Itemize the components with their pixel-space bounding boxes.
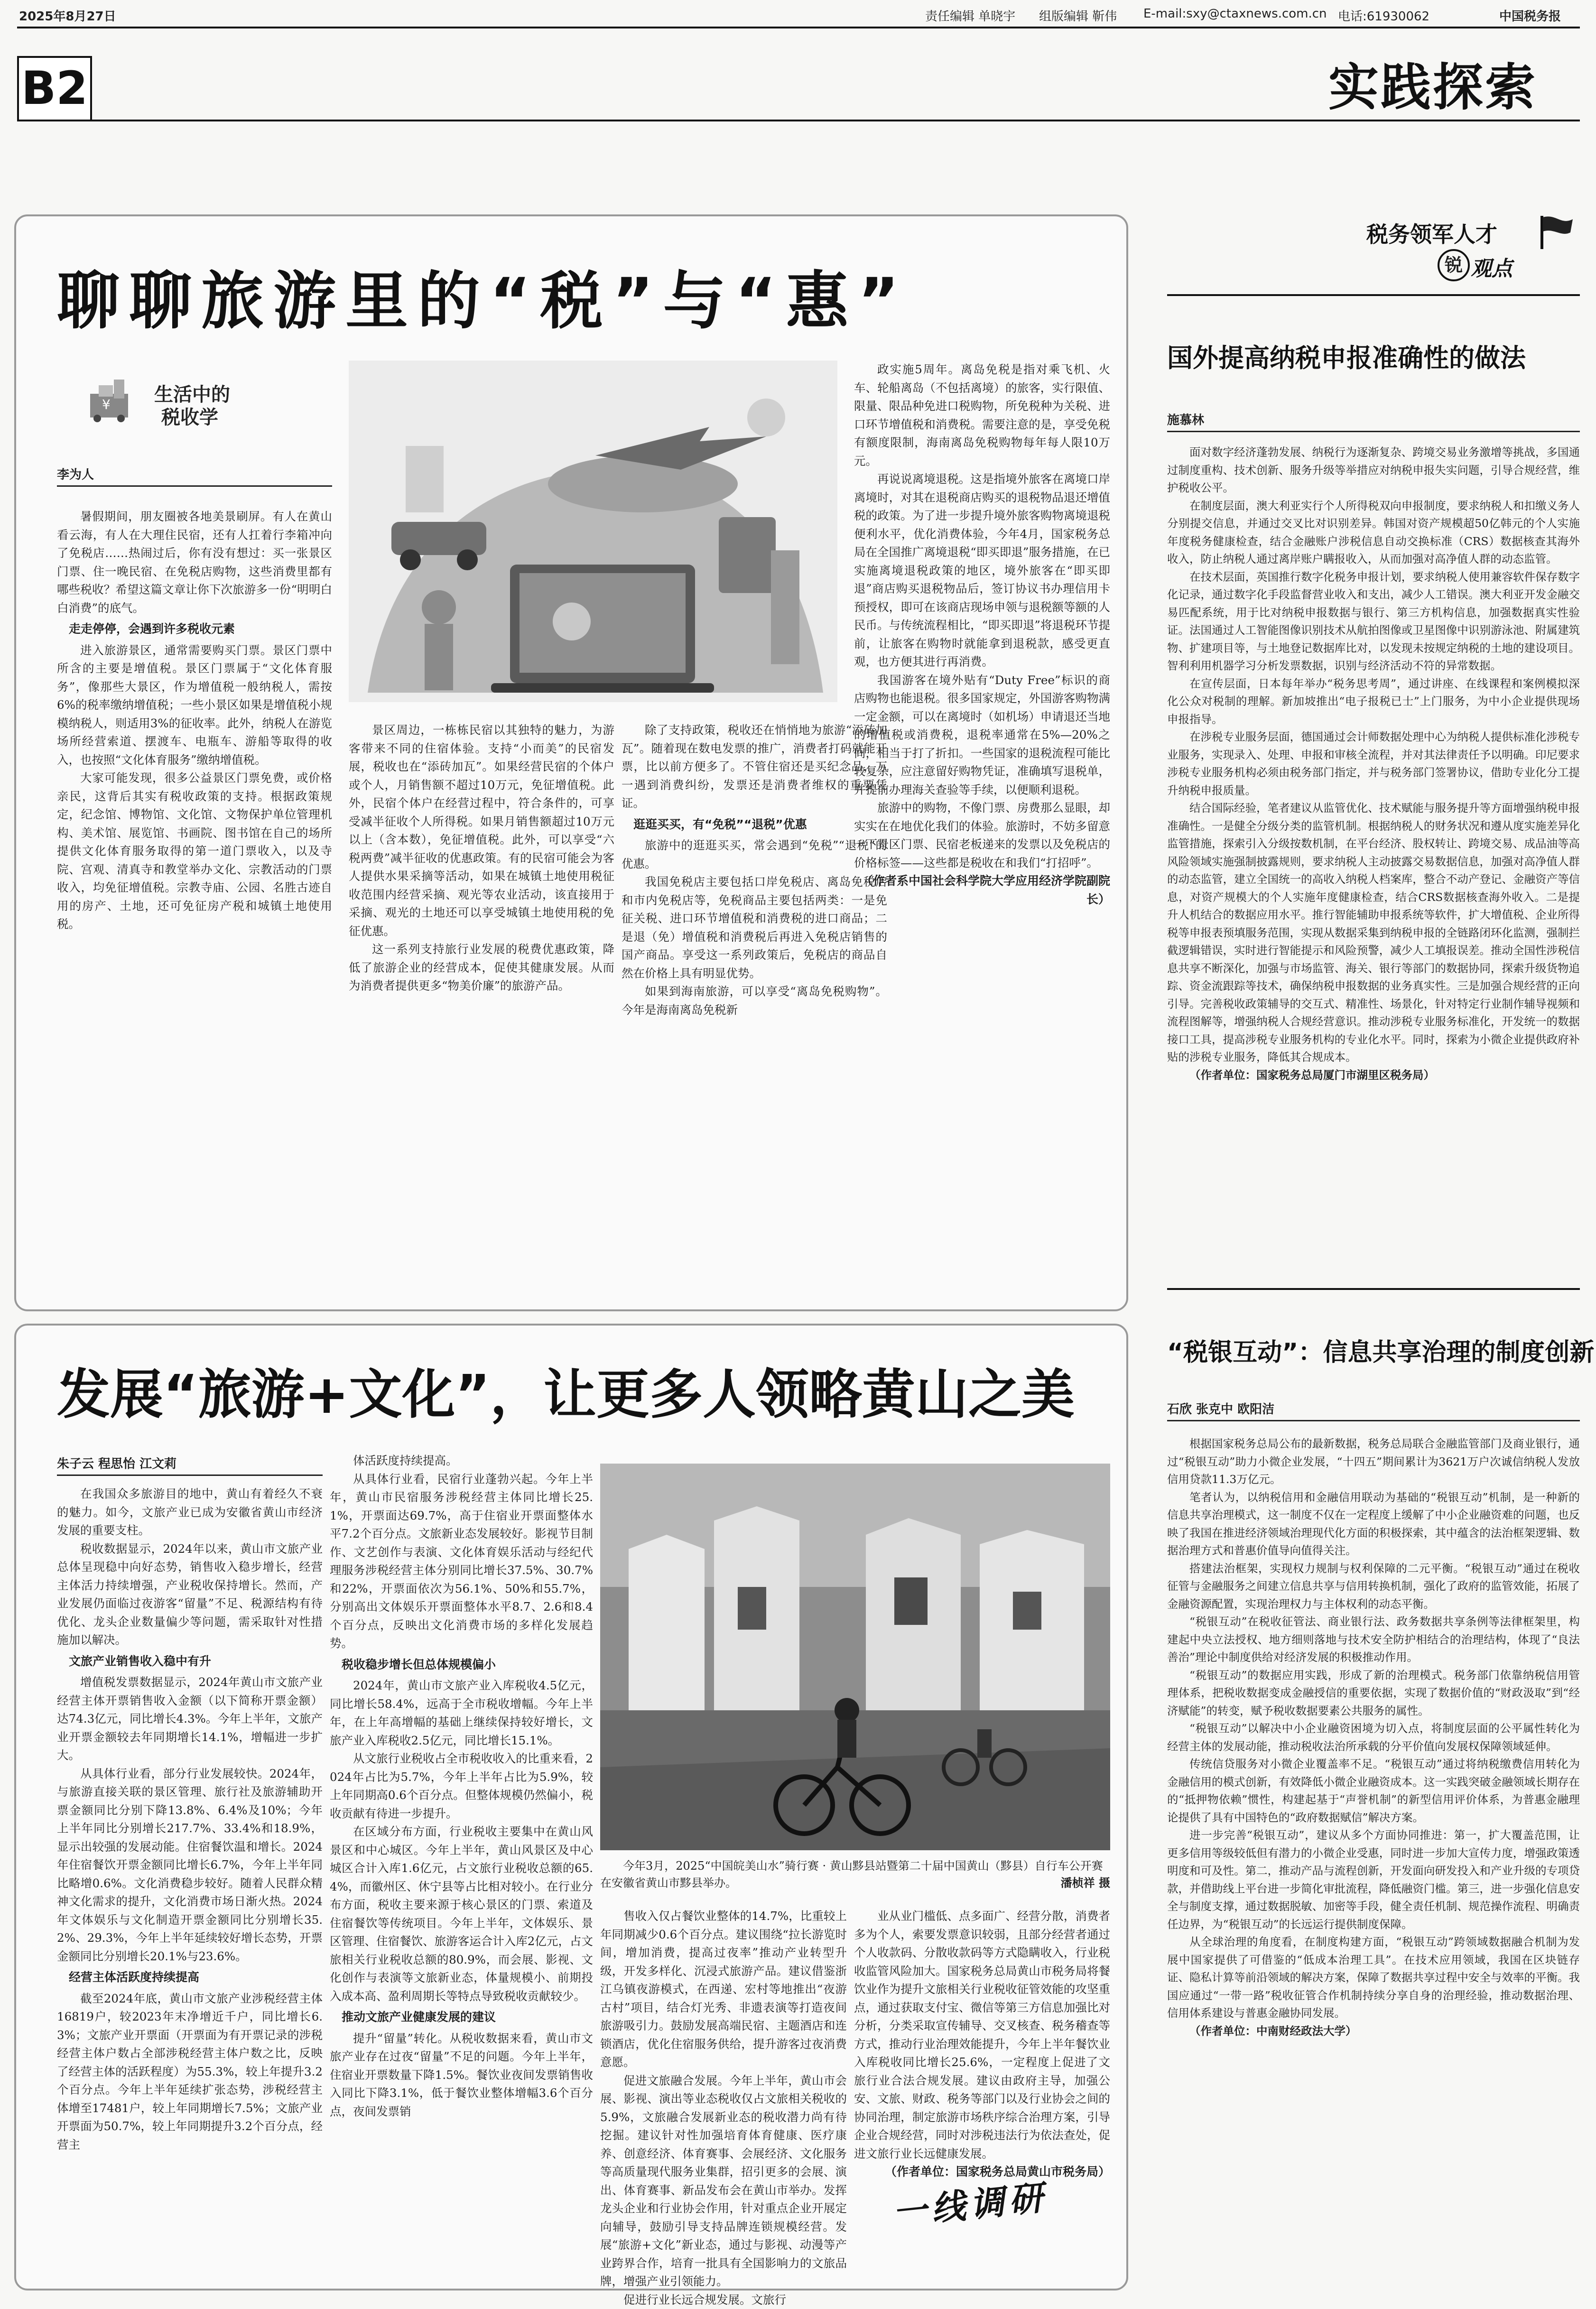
sidebar-brand-line2: 观点	[1471, 251, 1512, 282]
article2-para: 截至2024年底，黄山市文旅产业涉税经营主体16819户，较2023年末净增近千户，同比增长6.3%；文旅产业开票面（开票面为有开票记录的涉税经营主体户数占全部涉税经营主体户数之比，反映了经营主体的活跃程度）为55.3%，较上年提升3.2个百分点。今年上半年延续扩张态势，涉税经营主体增至17481户，较上年同期增长7.5%；文旅产业开票面为50.7%，较上年同期提升3.2个百分点，经营主	[57, 1990, 323, 2154]
photo-caption-text: 今年3月，2025“中国皖美山水”骑行赛 · 黄山黟县站暨第二十届中国黄山（黟县）自行车公开赛在安徽省黄山市黟县举办。	[600, 1859, 1103, 1890]
article2-para: 提升“留量”转化。从税收数据来看，黄山市文旅产业存在过夜“留量”不足的问题。今年上半年，住宿业开票数量下降1.5%。餐饮业夜间发票销售收入同比下降3.1%，低于餐饮业整体增幅3.6个百分点，夜间发票销	[330, 2030, 593, 2121]
sidebar-para: 在制度层面，澳大利亚实行个人所得税双向申报制度，要求纳税人和扣缴义务人分别提交信息，并通过交叉比对识别差异。韩国对资产规模超50亿韩元的个人实施年度税务健康检查，结合金融账户涉税信息自动交换标准（CRS）数据核查其海外收入，防止纳税人通过离岸账户瞒报收入，从而加强对高净值人群的动态监管。	[1167, 497, 1580, 568]
column-label-icon	[85, 375, 147, 422]
sidebar-para: “税银互动”的数据应用实践，形成了新的治理模式。税务部门依靠纳税信用管理体系，把税收数据变成金融授信的重要依据，实现了数据价值的“财政汲取”到“经济赋能”的转变，赋予税收数据要素公共服务的属性。	[1167, 1667, 1580, 1720]
article2-column-3	[600, 1907, 847, 2277]
sidebar-para: “税银互动”以解决中小企业融资困境为切入点，将制度层面的公平属性转化为经营主体的发展动能，推动税收法治所承载的分平价值向发展权保障领域延伸。	[1167, 1720, 1580, 1755]
article1-subheading-2: 逛逛买买，有“免税”“退税”优惠	[622, 816, 887, 834]
sidebar-para: 结合国际经验，笔者建议从监管优化、技术赋能与服务提升等方面增强纳税申报准确性。一是健全分级分类的监管机制。根据纳税人的财务状况和遵从度实施差异化监管措施，探索引入分级按数机制，在平台经济、股权转让、跨境交易、成品油等高风险领域实施强制披露规则，要求纳税人主动披露交易数据信息，加强对高净值人群的动态监管，建立全国统一的高收入纳税人档案库，整合不动产登记、金融资产等信息，对资产规模大的个人实施年度健康检查，结合CRS数据核查海外收入。二是提升人机结合的数据应用水平。推行智能辅助申报系统等软件，扩大增值税、企业所得税等申报表预填服务范围，实现从数据采集到纳税申报的全链路闭环化监测，强制拦截逻辑错误，实时进行智能提示和风险预警，减少人工填报误差。推动全国性涉税信息共享不断深化，加强与市场监管、海关、银行等部门的数据协同，探索升级货物追踪、资金流跟踪等技术，确保纳税申报数据的业务真实性。三是加强合规经营的正向引导。完善税收政策辅导的交互式、精准性、场景化，针对特定行业制作辅导视频和流程图解等，增强纳税人合规经营意识。推动涉税专业服务标准化，开发统一的数据接口工具，提高涉税专业服务机构的专业化水平。同时，探索为小微企业提供政府补贴的涉税专业服务，降低其合规成本。	[1167, 799, 1580, 1066]
article2-subheading-4: 推动文旅产业健康发展的建议	[330, 2008, 593, 2027]
sidebar-para: 进一步完善“税银互动”，建议从多个方面协同推进：第一，扩大覆盖范围，让更多信用等级较低但有潜力的小微企业受惠，同时进一步加大宣传力度，增强政策透明度和可及性。第二，推动产品与流程创新，开发面向研发投入和产业升级的专项贷款，并借助线上平台进一步简化审批流程，降低融资门槛。第三，进一步强化信息安全与制度支撑，通过数据脱敏、加密等手段，健全责任机制、规范操作流程、明确责任边界，为“税银互动”的长远运行提供制度保障。	[1167, 1827, 1580, 1933]
sidebar-brand-circle: 锐	[1438, 249, 1470, 281]
header-rule	[17, 27, 1580, 28]
article2-subheading-3: 税收稳步增长但总体规模偏小	[330, 1656, 593, 1674]
flag-icon	[1537, 213, 1575, 253]
article2-para: 从具体行业看，民宿行业蓬勃兴起。今年上半年，黄山市民宿服务涉税经营主体同比增长25.1%，开票面达69.7%，高于住宿业开票面整体水平7.2个百分点。文旅新业态发展较好。影视节目制作、文艺创作与表演、文化体育娱乐活动与经纪代理服务涉税经营主体分别同比增长37.5%、30.7%和22%，开票面依次为56.1%、50%和55.7%，分别高出文体娱乐开票面整体水平8.7、2.6和8.4个百分点，反映出文化消费市场的多样化发展趋势。	[330, 1470, 593, 1653]
article1-para: 景区周边，一栋栋民宿以其独特的魅力，为游客带来不同的住宿体验。支持“小而美”的民宿发展，税收也在“添砖加瓦”。如果经营民宿的个体户或个人，月销售额不超过10万元，免征增值税。此外，民宿个体户在经营过程中，符合条件的，可享受减半征收个人所得税。如果月销售额超过10万元以上（含本数），免征增值税。此外，可以享受“六税两费”减半征收的优惠政策。有的民宿可能会为客人提供水果采摘等活动，如果在城镇土地使用税征收范围内经营采摘、观光等农业活动，该直接用于采摘、观光的土地还可以享受城镇土地使用税的免征优惠。	[349, 721, 614, 940]
sidebar-para: 从全球治理的角度看，在制度构建方面，“税银互动”跨领域数据融合机制为发展中国家提供了可借鉴的“低成本治理工具”。在技术应用领域，我国在区块链存证、隐私计算等前沿领域的解决方案，保障了数据共享过程中安全与效率的平衡。我国应通过“一带一路”税收征管合作机制持续分享自身的治理经验，推动数据治理、信用体系建设与普惠金融协同发展。	[1167, 1933, 1580, 2022]
article2-para: 从具体行业看，部分行业发展较快。2024年，与旅游直接关联的景区管理、旅行社及旅游辅助开票金额同比分别下降13.8%、6.4%及10%；今年上半年同比分别增长217.7%、33.4%和18.9%，显示出较强的发展动能。住宿餐饮温和增长。2024年住宿餐饮开票金额同比增长6.7%，今年上半年同比略增0.6%。文化消费稳步较好。随着人民群众精神文化需求的提升，文化消费市场日渐火热。2024年文体娱乐与文化制造开票金额同比分别增长35.2%、29.3%，今年上半年延续较好增长态势，开票金额同比分别增长20.1%与23.6%。	[57, 1765, 323, 1966]
sidebar-mid-rule	[1167, 1288, 1580, 1290]
article2-para: 业从业门槛低、点多面广、经营分散，消费者多为个人，索要发票意识较弱，且部分经营者通过个人收款码、分散收款码等方式隐瞒收入，行业税收监管风险加大。国家税务总局黄山市税务局将餐饮业作为提升文旅相关行业税收征管效能的攻坚重点，通过获取支付宝、微信等第三方信息加强比对分析，分类采取宣传辅导、交叉核查、税务稽查等方式，推动行业治理效能提升，今年上半年餐饮业入库税收同比增长25.6%，一定程度上促进了文旅行业合法合规发展。建议由政府主导，加强公安、文旅、财政、税务等部门以及行业协会之间的协同治理，制定旅游市场秩序综合治理方案，引导企业合规经营，同时对涉税违法行为依法查处，促进文旅行业长远健康发展。	[854, 1907, 1110, 2163]
article2-para: 增值税发票数据显示，2024年黄山市文旅产业经营主体开票销售收入金额（以下简称开票金额）达74.3亿元，同比增长4.3%。今年上半年，文旅产业开票金额较去年同期增长14.1%，增幅进一步扩大。	[57, 1673, 323, 1765]
sidebar-para: 面对数字经济蓬勃发展、纳税行为逐渐复杂、跨境交易业务激增等挑战，多国通过制度重构、技术创新、服务升级等举措应对纳税申报失实问题，引导合规经营，维护税收公平。	[1167, 444, 1580, 497]
sidebar-brand-line1: 税务领军人才	[1366, 217, 1497, 249]
sidebar-para: 搭建法治框架，实现权力规制与权利保障的二元平衡。“税银互动”通过在税收征管与金融服务之间建立信息共享与信用转换机制，强化了政府的监管效能，拓展了金融资源配置，实现治理权力与主体权利的动态平衡。	[1167, 1560, 1580, 1614]
article1-column-1	[57, 508, 332, 1134]
sidebar-para: 传统信贷服务对小微企业覆盖率不足。“税银互动”通过将纳税缴费信用转化为金融信用的模式创新，有效降低小微企业融资成本。这一实践突破金融领域长期存在的“抵押物依赖”惯性，构建起基于“声誉机制”的新型信用评价体系，为普惠金融理论提供了具有中国特色的“政府数据赋信”解决方案。	[1167, 1755, 1580, 1827]
header-layout-editor: 组版编辑 靳伟	[1039, 7, 1117, 24]
section-rule	[17, 120, 1580, 121]
article1-para: 除了支持政策，税收还在悄悄地为旅游“添砖加瓦”。随着现在数电发票的推广，消费者打码就能开票，比以前方便多了。不管住宿还是买纪念品，万一遇到消费纠纷，发票还是消费者维权的重要凭证。	[622, 721, 887, 813]
article2-para: 在我国众多旅游目的地中，黄山有着经久不衰的魅力。如今，文旅产业已成为安徽省黄山市经济发展的重要支柱。	[57, 1485, 323, 1540]
article2-column-1	[57, 1485, 323, 2277]
article2-title: 发展“旅游+文化”，让更多人领略黄山之美	[57, 1352, 1075, 1428]
article2-photo	[600, 1464, 1110, 1850]
article1-subheading-1: 走走停停，会遇到许多税收元素	[57, 620, 332, 639]
article1-column-2	[349, 721, 614, 1243]
header-email: E-mail:sxy@ctaxnews.com.cn	[1143, 7, 1327, 21]
sidebar-article1-author: 施慕林	[1167, 410, 1580, 432]
article1-column-3	[622, 721, 887, 1243]
sidebar-para: 在技术层面，英国推行数字化税务申报计划，要求纳税人使用兼容软件保存数字化记录，通过数字化手段监督营业收入和支出，减少人工错误。澳大利亚开发金融交易匹配系统，用于比对纳税申报数据与银行、第三方机构信息，加强数据真实性验证。法国通过人工智能图像识别技术从航拍图像或卫星图像中识别游泳池、附属建筑物、扩建项目等，与土地登记数据库比对，以发现未按规定纳税的土地的建设项目。智利利用机器学习分析发票数据，识别与经济活动不符的异常数据。	[1167, 568, 1580, 675]
article1-para: 这一系列支持旅行业发展的税费优惠政策，降低了旅游企业的经营成本，促使其健康发展。从而为消费者提供更多“物美价廉”的旅游产品。	[349, 940, 614, 995]
article1-author-unit: （作者系中国社会科学院大学应用经济学院副院长）	[854, 872, 1110, 909]
article1-para: 暑假期间，朋友圈被各地美景刷屏。有人在黄山看云海，有人在大理住民宿，还有人扛着行李箱冲向了免税店……热闹过后，你有没有想过：买一张景区门票、住一晚民宿、在免税店购物，这些消费里都有哪些税收？希望这篇文章让你下次旅游多一份“明明白白消费”的底气。	[57, 508, 332, 617]
article2-para: 在区域分布方面，行业税收主要集中在黄山风景区和中心城区。今年上半年，黄山风景区及中心城区合计入库1.6亿元，占文旅行业税收总额的65.4%，而徽州区、休宁县等占比相对较小。在行业分布方面，税收主要来源于核心景区的门票、索道及住宿餐饮等传统项目。今年上半年，文体娱乐、景区管理、住宿餐饮、旅游客运合计入库2亿元，占文旅相关行业税收总额的80.9%，而会展、影视、文化创作与表演等文旅新业态，体量规模小、前期投入成本高、盈利周期长等特点导致税收贡献较少。	[330, 1823, 593, 2005]
section-name: 实践探索	[1328, 47, 1537, 120]
article2-subheading-2: 经营主体活跃度持续提高	[57, 1968, 323, 1987]
article2-para: 促进文旅融合发展。今年上半年，黄山市会展、影视、演出等业态税收仅占文旅相关税收的5.9%，文旅融合发展新业态的税收潜力尚有待挖掘。建议针对性加强培育体育健康、医疗康养、创意经济、体育赛事、会展经济、文化服务等高质量现代服务业集群，招引更多的会展、演出、体育赛事、新品发布会在黄山市举办。发挥龙头企业和行业协会作用，针对重点企业开展定向辅导，鼓励引导支持品牌连锁规模经营。发展“旅游+文化”新业态，通过与影视、动漫等产业跨界合作，培育一批具有全国影响力的文旅品牌，增强产业引领能力。	[600, 2072, 847, 2291]
article2-subheading-1: 文旅产业销售收入稳中有升	[57, 1652, 323, 1671]
article2-column-2	[330, 1452, 593, 2277]
article2-para: 税收数据显示，2024年以来，黄山市文旅产业总体呈现稳中向好态势，销售收入稳步增长，经营主体活力持续增强，产业税收保持增长。然而，产业发展仍面临过夜游客“留量”不足、税源结构有待优化、龙头企业数量偏少等问题，需采取针对性措施加以解决。	[57, 1540, 323, 1650]
header-phone: 电话:61930062	[1338, 7, 1429, 24]
article1-para: 我国免税店主要包括口岸免税店、离岛免税店和市内免税店等，免税商品主要包括两类：一是免征关税、进口环节增值税和消费税的进口商品；二是退（免）增值税和消费税后再进入免税店销售的国产商品。享受这一系列政策后，免税店的商品自然在价格上具有明显优势。	[622, 873, 887, 983]
sidebar-article2-unit: （作者单位：中南财经政法大学）	[1167, 2022, 1580, 2040]
column-label-line1: 生活中的	[154, 380, 230, 407]
sidebar-para: “税银互动”在税收征管法、商业银行法、政务数据共享条例等法律框架里，构建起中央立法授权、地方细则落地与技术安全防护相结合的治理结构，体现了“良法善治”理论中制度供给对经济发展的积极推动作用。	[1167, 1613, 1580, 1667]
article2-badge: 一线调研	[890, 2170, 1049, 2235]
sidebar-top-rule	[1167, 294, 1580, 296]
sidebar-article2-body	[1167, 1435, 1580, 2284]
sidebar-para: 在宣传层面，日本每年举办“税务思考周”，通过讲座、在线课程和案例模拟深化公众对税制的理解。新加坡推出“电子报税已士”上门服务，为中小企业提供现场申报指导。	[1167, 675, 1580, 729]
page-number: B2	[17, 62, 92, 115]
article2-para: 从文旅行业税收占全市税收收入的比重来看，2024年占比为5.7%，今年上半年占比为5.9%，较上年同期高0.6个百分点。但整体规模仍然偏小，税收贡献有待进一步提升。	[330, 1750, 593, 1823]
photo-caption	[600, 1857, 1110, 1892]
sidebar-para: 笔者认为，以纳税信用和金融信用联动为基础的“税银互动”机制，是一种新的信息共享治理模式，这一制度不仅在一定程度上缓解了中小企业融资难的问题，也反映了我国在推进经济领域治理现代化方面的积极探索，其中蕴含的法治框架逻辑、数据治理方式和普惠价值导向值得关注。	[1167, 1489, 1580, 1560]
article1-illustration	[349, 361, 837, 702]
article2-column-4	[854, 1907, 1110, 2154]
article1-para: 政实施5周年。离岛免税是指对乘飞机、火车、轮船离岛（不包括离境）的旅客，实行限值、限量、限品种免进口税购物，所免税种为关税、进口环节增值税和消费税。需要注意的是，享受免税有额度限制，海南离岛免税购物每年每人限10万元。	[854, 361, 1110, 470]
article2-para: 2024年，黄山市文旅产业入库税收4.5亿元，同比增长58.4%，远高于全市税收增幅。今年上半年，在上年高增幅的基础上继续保持较好增长，文旅产业入库税收2.5亿元，同比增长15.1%。	[330, 1677, 593, 1750]
article2-authors: 朱子云 程思怡 江文莉	[57, 1454, 323, 1476]
sidebar-article1-body	[1167, 444, 1580, 1274]
header-date: 2025年8月27日	[19, 7, 116, 24]
article1-column-4	[854, 361, 1110, 1290]
article1-author: 李为人	[57, 465, 332, 487]
header-editor: 责任编辑 单晓宇	[925, 7, 1015, 24]
sidebar-article2-title: “税银互动”：信息共享治理的制度创新	[1167, 1332, 1594, 1368]
sidebar-para: 在涉税专业服务层面，德国通过会计师数据处理中心为纳税人提供标准化涉税专业服务，实现录入、处理、申报和审核全流程，并对其法律责任予以明确。印尼要求涉税专业服务机构必须由税务部门指定，并与税务部门签署协议，借助专业化分工提升纳税申报质量。	[1167, 728, 1580, 799]
article2-para: 促进行业长远合规发展。文旅行	[600, 2291, 847, 2309]
article2-author-unit: （作者单位：国家税务总局黄山市税务局）	[854, 2163, 1110, 2181]
article1-title: 聊聊旅游里的“税”与“惠”	[57, 250, 909, 341]
photographer-credit: 潘桢祥 摄	[1038, 1874, 1110, 1892]
sidebar-article1-title: 国外提高纳税申报准确性的做法	[1167, 338, 1526, 374]
header-paper-name: 中国税务报	[1499, 7, 1561, 24]
article1-para: 再说说离境退税。这是指境外旅客在离境口岸离境时，对其在退税商店购买的退税物品退还增值税的政策。为了进一步提升境外旅客购物离境退税便利水平，优化消费体验，今年4月，国家税务总局在全国推广离境退税“即买即退”服务措施，在已实施离境退税政策的地区，境外旅客在“即买即退”商店购买退税物品后，签订协议书办理信用卡预授权，即可在该商店现场申领与退税额等额的人民币。与传统流程相比，“即买即退”将退税环节提前，让旅客在购物时就能拿到退税款，感受更直观，也方便其进行再消费。	[854, 470, 1110, 671]
article2-para: 体活跃度持续提高。	[330, 1452, 593, 1470]
article2-para: 售收入仅占餐饮业整体的14.7%，比重较上年同期减少0.6个百分点。建议围绕“拉长游览时间，增加消费，提高过夜率”推动产业转型升级，开发多样化、沉浸式旅游产品。建议借鉴浙江乌镇夜游模式，在西递、宏村等地推出“夜游古村”项目，结合灯光秀、非遗表演等打造夜间旅游吸引力。鼓励发展高端民宿、主题酒店和连锁酒店，优化住宿服务供给，提升游客过夜消费意愿。	[600, 1907, 847, 2072]
article1-para: 进入旅游景区，通常需要购买门票。景区门票中所含的主要是增值税。景区门票属于“文化体育服务”，像那些大景区，作为增值税一般纳税人，需按6%的税率缴纳增值税；一些小景区如果是增值税小规模纳税人，则适用3%的征收率。此外，纳税人在游览场所经营索道、摆渡车、电瓶车、游船等取得的收入，也按照“文化体育服务”缴纳增值税。	[57, 641, 332, 770]
article1-para: 旅游中的购物，不像门票、房费那么显眼，却实实在在地优化我们的体验。旅游时，不妨多留意一下景区门票、民宿老板递来的发票以及免税店的价格标签——这些都是税收在和我们“打招呼”。	[854, 799, 1110, 872]
article1-para: 我国游客在境外贴有“Duty Free”标识的商店购物也能退税。很多国家规定，外国游客购物满一定金额，可以在离境时（如机场）申请退还当地的增值税或消费税，退税率通常在5%—20%之间，相当于打了折扣。一些国家的退税流程可能比较复杂，应注意留好购物凭证，准确填写退税单，并提前办理海关查验等手续，以便顺利退税。	[854, 671, 1110, 799]
column-label-line2: 税收学	[161, 402, 218, 429]
article1-para: 旅游中的逛逛买买，常会遇到“免税”“退税”的优惠。	[622, 836, 887, 873]
sidebar-article1-unit: （作者单位：国家税务总局厦门市湖里区税务局）	[1167, 1066, 1580, 1085]
article1-para: 如果到海南旅游，可以享受“离岛免税购物”。今年是海南离岛免税新	[622, 983, 887, 1019]
article1-para: 大家可能发现，很多公益景区门票免费，或价格亲民，这背后其实有税收政策的支持。根据政策规定，纪念馆、博物馆、文化馆、文物保护单位管理机构、美术馆、展览馆、书画院、图书馆在自己的场所提供文化体育服务取得的第一道门票收入，以及寺院、宫观、清真寺和教堂举办文化、宗教活动的门票收入，均免征增值税。宗教寺庙、公园、名胜古迹自用的房产、土地，还可免征房产税和城镇土地使用税。	[57, 769, 332, 934]
svg-text:¥: ¥	[102, 397, 111, 412]
sidebar-article2-author: 石欣 张克中 欧阳洁	[1167, 1400, 1580, 1421]
sidebar-para: 根据国家税务总局公布的最新数据，税务总局联合金融监管部门及商业银行，通过“税银互动”助力小微企业发展，“十四五”期间累计为3621万户次诚信纳税人发放信用贷款11.3万亿元。	[1167, 1435, 1580, 1489]
